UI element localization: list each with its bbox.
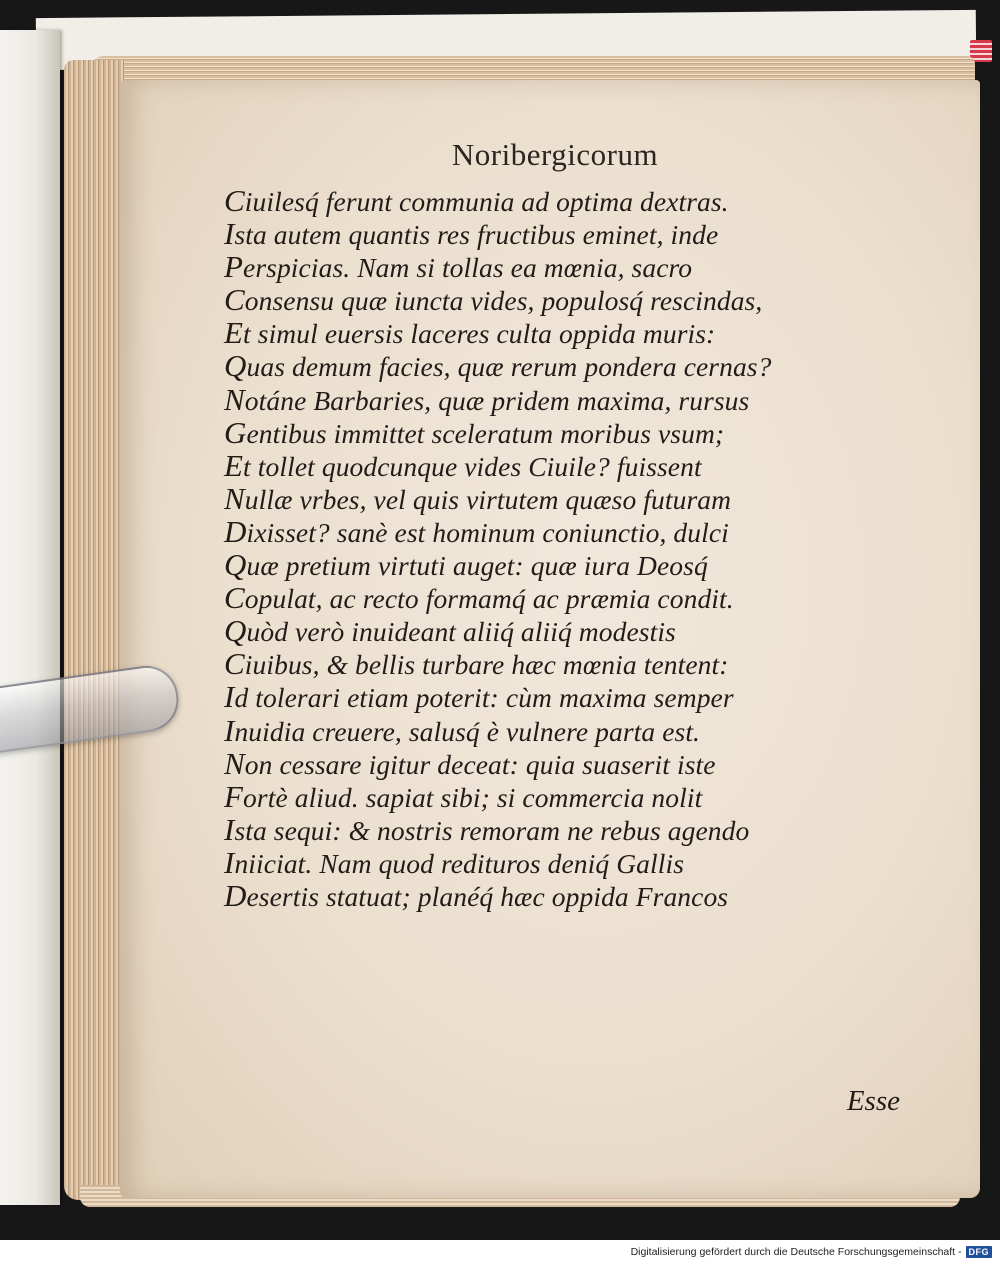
verse-line: Dixisset? sanè est hominum coniunctio, dulci (224, 513, 729, 549)
verse-line: Ciuibus, & bellis turbare hæc mœnia tentent: (224, 646, 729, 682)
verse-line: Nullæ vrbes, vel quis virtutem quæso futuram (224, 480, 732, 516)
funding-text: Digitalisierung gefördert durch die Deutsche Forschungsgemeinschaft - (630, 1245, 962, 1258)
verse-line: Quæ pretium virtuti auget: quæ iura Deosq́ (224, 547, 708, 583)
verse-line: Et tollet quodcunque vides Ciuile? fuissent (224, 447, 702, 483)
verse-line: Non cessare igitur deceat: quia suaserit iste (224, 745, 716, 781)
verse-line: Consensu quæ iuncta vides, populosq́ rescindas, (224, 282, 763, 318)
verse-line: Fortè aliud. sapiat sibi; si commercia nolit (224, 778, 703, 814)
verse-text (224, 184, 944, 912)
verse-line: Perspicias. Nam si tollas ea mœnia, sacro (224, 249, 693, 285)
verse-line: Ciuilesq́ ferunt communia ad optima dextras. (224, 183, 729, 218)
verse-line: Copulat, ac recto formamq́ ac præmia condit. (224, 580, 734, 616)
verse-line: Ista sequi: & nostris remoram ne rebus agendo (224, 811, 750, 847)
verse-line: Ista autem quantis res fructibus eminet, inde (224, 216, 719, 252)
verse-line: Gentibus immittet sceleratum moribus vsum; (224, 414, 725, 450)
cover-edge (0, 30, 60, 1205)
verse-line: Inuidia creuere, salusq́ è vulnere parta est. (224, 712, 701, 748)
verse-line: Notáne Barbaries, quæ pridem maxima, rursus (224, 381, 750, 417)
verse-line: Et simul euersis laceres culta oppida muris: (224, 315, 716, 351)
running-head: Noribergicorum (451, 137, 659, 172)
verse-line: Quas demum facies, quæ rerum pondera cernas? (224, 348, 772, 384)
verse-line: Iniiciat. Nam quod redituros deniq́ Gallis (224, 844, 685, 880)
page-stack-left (64, 60, 124, 1200)
book-page (120, 80, 980, 1198)
verse-line: Desertis statuat; planéq́ hæc oppida Francos (224, 877, 729, 913)
dfg-logo-icon: DFG (966, 1246, 993, 1258)
catchword: Esse (846, 1085, 900, 1117)
verse-line: Id tolerari etiam poterit: cùm maxima semper (224, 679, 734, 715)
verse-line: Quòd verò inuideant aliiq́ aliiq́ modestis (224, 613, 676, 649)
funding-bar (0, 1240, 1000, 1263)
